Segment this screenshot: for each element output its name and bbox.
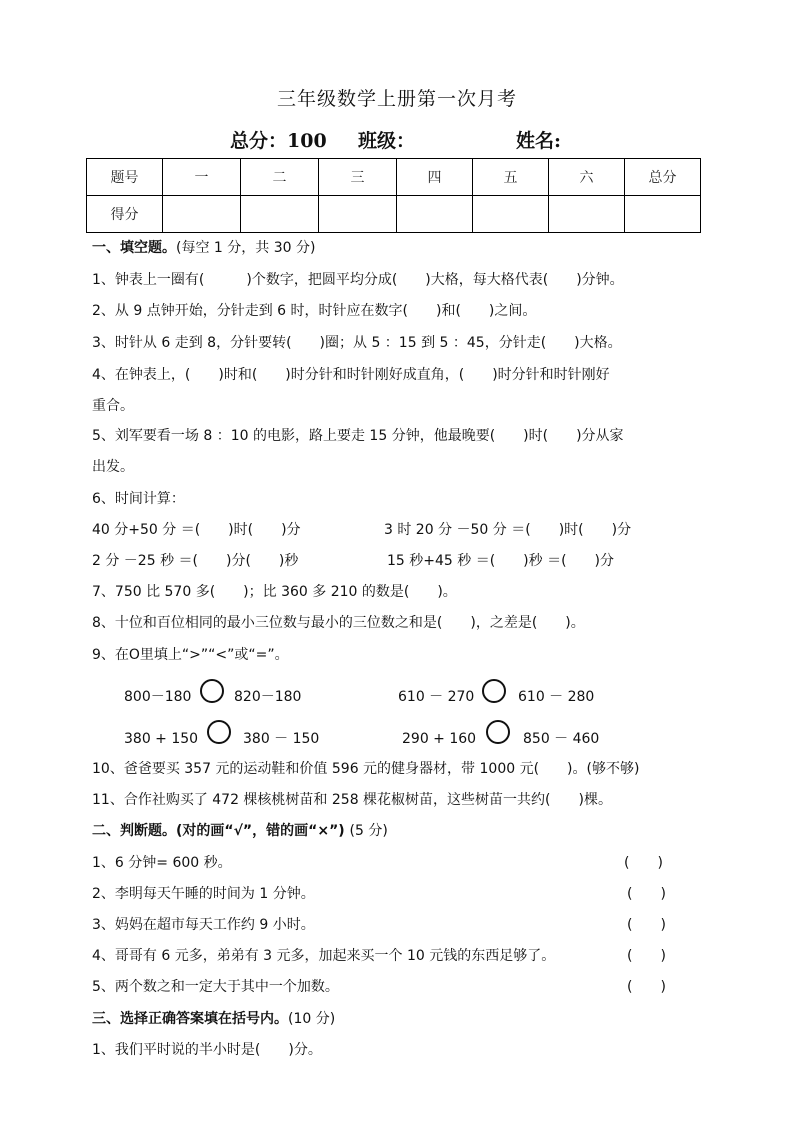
score-table-header-row [87, 159, 701, 196]
judge-answer-5[interactable]: ( ) [627, 979, 666, 995]
question-1-7: 7、750 比 570 多( )；比 360 多 210 的数是( )。 [92, 584, 457, 600]
question-1-6: 6、时间计算： [92, 491, 185, 507]
section2-note: (5 分) [349, 823, 388, 839]
section1-title: 一、填空题。 [92, 240, 176, 256]
question-1-11: 11、合作社购买了 472 棵核桃树苗和 258 棵花椒树苗，这些树苗一共约( )棵。 [92, 792, 612, 808]
header-cell-total: 总分 [625, 159, 701, 196]
score-cell [397, 196, 473, 233]
question-1-3: 3、时针从 6 走到 8，分针要转( )圈；从 5 ：15 到 5 ：45，分针走( )大格。 [92, 335, 622, 351]
compare-1-right: 820－180 [234, 689, 302, 705]
class-label: 班级： [358, 130, 416, 152]
judge-item-5: 5、两个数之和一定大于其中一个加数。 [92, 979, 339, 995]
time-calc-d: 15 秒+45 秒 ＝( )秒 ＝( )分 [387, 553, 615, 569]
question-1-9: 9、在O里填上“>”“<”或“=”。 [92, 647, 289, 663]
judge-item-4: 4、哥哥有 6 元多，弟弟有 3 元多，加起来买一个 10 元钱的东西足够了。 [92, 948, 556, 964]
judge-item-1: 1、6 分钟= 600 秒。 [92, 855, 232, 871]
compare-4-left: 290 + 160 [402, 731, 477, 747]
score-cell [549, 196, 625, 233]
header-cell-1: 一 [163, 159, 241, 196]
compare-circle[interactable] [200, 679, 224, 703]
section1-heading [92, 233, 712, 263]
question-1-10: 10、爸爸要买 357 元的运动鞋和价值 596 元的健身器材，带 1000 元( )。(够不够) [92, 761, 640, 777]
compare-circle[interactable] [486, 720, 510, 744]
compare-circle[interactable] [207, 720, 231, 744]
question-1-2: 2、从 9 点钟开始，分针走到 6 时，时针应在数字( )和( )之间。 [92, 303, 537, 319]
question-1-5: 5、刘军要看一场 8 ：10 的电影，路上要走 15 分钟，他最晚要( )时( )分从家 [92, 428, 624, 444]
section2-heading [92, 816, 712, 846]
choice-item-1: 1、我们平时说的半小时是( )分。 [92, 1042, 322, 1058]
time-calc-c: 2 分 －25 秒 ＝( )分( )秒 [92, 553, 299, 569]
compare-2-right: 610 － 280 [518, 689, 595, 705]
header-cell-4: 四 [397, 159, 473, 196]
judge-item-2: 2、李明每天午睡的时间为 1 分钟。 [92, 886, 315, 902]
score-table-score-row [87, 196, 701, 233]
judge-answer-4[interactable]: ( ) [627, 948, 666, 964]
section3-note: (10 分) [288, 1011, 336, 1027]
question-1-1: 1、钟表上一圈有( )个数字，把圆平均分成( )大格，每大格代表( )分钟。 [92, 272, 624, 288]
judge-item-3: 3、妈妈在超市每天工作约 9 小时。 [92, 917, 315, 933]
compare-1-left: 800－180 [124, 689, 192, 705]
question-1-5-continued: 出发。 [92, 459, 134, 475]
header-cell-question-no: 题号 [87, 159, 163, 196]
time-calc-a: 40 分+50 分 ＝( )时( )分 [92, 522, 301, 538]
question-1-8: 8、十位和百位相同的最小三位数与最小的三位数之和是( )，之差是( )。 [92, 615, 585, 631]
score-table [86, 158, 701, 233]
score-cell [473, 196, 549, 233]
question-1-4: 4、在钟表上，( )时和( )时分针和时针刚好成直角，( )时分针和时针刚好 [92, 367, 610, 383]
section3-title: 三、选择正确答案填在括号内。 [92, 1011, 288, 1027]
compare-3-right: 380 － 150 [243, 731, 320, 747]
score-row-label: 得分 [87, 196, 163, 233]
score-cell [241, 196, 319, 233]
judge-answer-2[interactable]: ( ) [627, 886, 666, 902]
header-cell-3: 三 [319, 159, 397, 196]
compare-circle[interactable] [482, 679, 506, 703]
question-1-4-continued: 重合。 [92, 398, 134, 414]
compare-3-left: 380 + 150 [124, 731, 199, 747]
time-calc-b: 3 时 20 分 －50 分 ＝( )时( )分 [384, 522, 632, 538]
name-label: 姓名: [516, 130, 562, 152]
header-cell-6: 六 [549, 159, 625, 196]
section2-title: 二、判断题。(对的画“√”，错的画“×”) [92, 823, 345, 839]
score-cell [625, 196, 701, 233]
score-cell [163, 196, 241, 233]
page-title: 三年级数学上册第一次月考 [276, 88, 517, 110]
judge-answer-1[interactable]: ( ) [624, 855, 663, 871]
header-cell-2: 二 [241, 159, 319, 196]
compare-4-right: 850 － 460 [523, 731, 600, 747]
section1-note: (每空 1 分，共 30 分) [176, 240, 316, 256]
section3-heading [92, 1004, 712, 1034]
exam-info-row [0, 126, 794, 152]
header-cell-5: 五 [473, 159, 549, 196]
compare-2-left: 610 － 270 [398, 689, 475, 705]
judge-answer-3[interactable]: ( ) [627, 917, 666, 933]
score-cell [319, 196, 397, 233]
total-score-label: 总分：100 [230, 130, 327, 152]
